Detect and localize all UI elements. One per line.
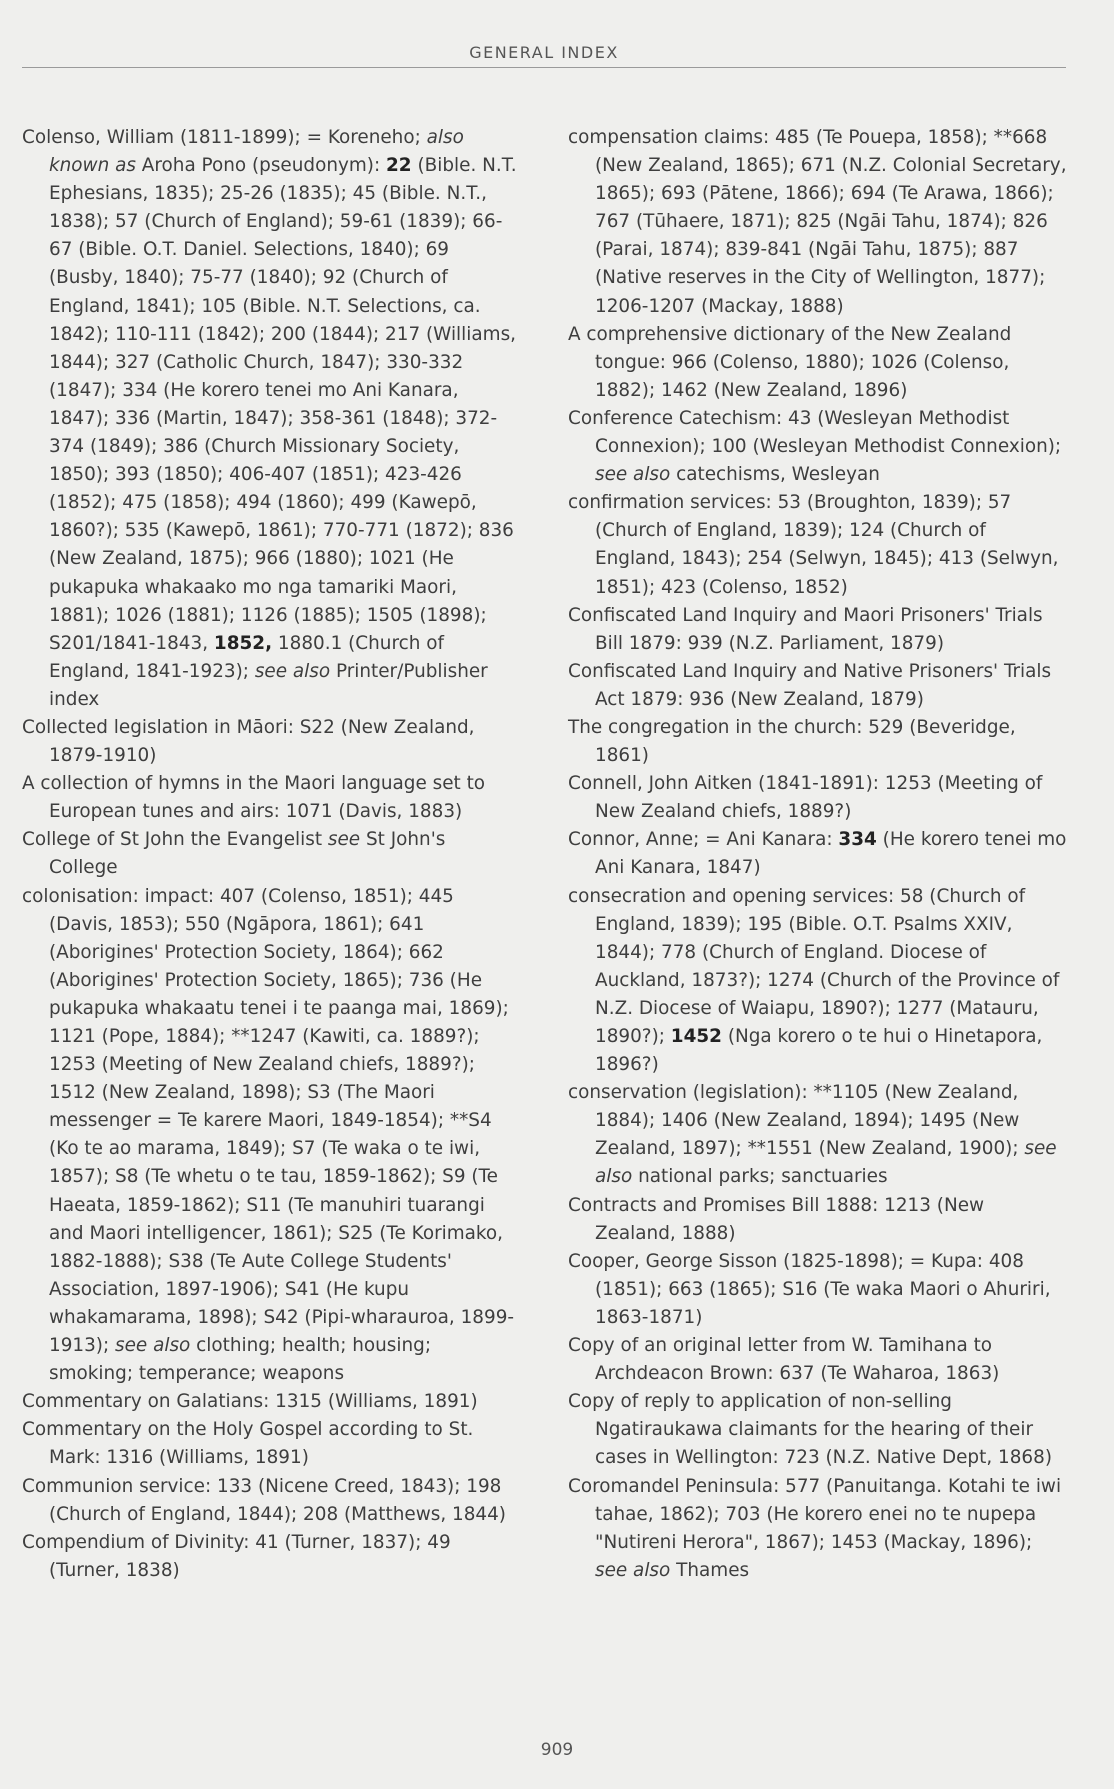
entry-text: Commentary on Galatians: 1315 (Williams, 1891) — [22, 1391, 478, 1413]
index-entry — [22, 1416, 518, 1472]
entry-text: 1880.1 (Church of England, 1841-1923); — [49, 632, 444, 682]
index-entry — [568, 124, 1070, 321]
index-entry — [568, 1248, 1070, 1332]
index-entry — [22, 714, 518, 770]
index-entry — [22, 1388, 518, 1416]
entry-text: Printer/Publisher index — [49, 660, 488, 710]
entry-text: A comprehensive dictionary of the New Zealand tongue: 966 (Colenso, 1880); 1026 (Colenso, 1882); 1462 (New Zealand, 1896) — [568, 323, 1012, 401]
entry-text: Copy of reply to application of non-selling Ngatiraukawa claimants for the hearing of their cases in Wellington: 723 (N.Z. Native Dept, 1868) — [568, 1391, 1052, 1469]
entry-bold-ref: 1852, — [213, 632, 273, 654]
entry-text: clothing; health; housing; smoking; temperance; weapons — [49, 1335, 432, 1385]
index-entry — [568, 1332, 1070, 1388]
entry-text: Collected legislation in Māori: S22 (New Zealand, 1879-1910) — [22, 716, 475, 767]
entry-text: Contracts and Promises Bill 1888: 1213 (New Zealand, 1888) — [568, 1194, 985, 1244]
entry-text: consecration and opening services: 58 (Church of England, 1839); 195 (Bible. O.T. Psalms XXIV, 1844); 778 (Church of England. Diocese of Auckland, 1873?); 1274 (Church of the Province of N.Z. Diocese of Waiapu, 1890?); 1277 (Matauru, 1890?); — [568, 885, 1060, 1047]
entry-text: Compendium of Divinity: 41 (Turner, 1837); 49 (Turner, 1838) — [22, 1531, 451, 1581]
entry-text: Confiscated Land Inquiry and Native Prisoners' Trials Act 1879: 936 (New Zealand, 1879) — [568, 660, 1052, 710]
index-entry — [22, 124, 518, 714]
entry-text: (Nga korero o te hui o Hinetapora, 1896?) — [595, 1026, 1043, 1076]
entry-italic-text: see — [327, 829, 361, 851]
page-header: GENERAL INDEX — [469, 43, 619, 62]
entry-text: catechisms, Wesleyan — [670, 464, 880, 486]
entry-text: Confiscated Land Inquiry and Maori Prisoners' Trials Bill 1879: 939 (N.Z. Parliament, 1879) — [568, 604, 1043, 654]
entry-bold-ref: 334 — [838, 829, 877, 851]
index-entry — [568, 658, 1070, 714]
index-entry — [568, 602, 1070, 658]
entry-text: Thames — [670, 1559, 750, 1581]
index-entry — [22, 1529, 518, 1585]
entry-text: national parks; sanctuaries — [632, 1166, 888, 1188]
entry-text: Communion service: 133 (Nicene Creed, 1843); 198 (Church of England, 1844); 208 (Matthews, 1844) — [22, 1475, 506, 1525]
entry-text: Copy of an original letter from W. Tamihana to Archdeacon Brown: 637 (Te Waharoa, 1863) — [568, 1335, 1000, 1385]
entry-text: Aroha Pono (pseudonym): — [135, 155, 386, 177]
index-entry — [568, 489, 1070, 601]
entry-italic-text: see also — [115, 1335, 191, 1357]
index-entry — [568, 1473, 1070, 1585]
entry-text: A collection of hymns in the Maori language set to European tunes and airs: 1071 (Davis, 1883) — [22, 773, 486, 823]
index-entry — [568, 770, 1070, 826]
index-column-right — [568, 124, 1070, 1585]
index-column-left — [22, 124, 518, 1585]
entry-italic-text: see also — [595, 1559, 671, 1581]
entry-bold-ref: 1452 — [670, 1026, 722, 1047]
index-entry — [568, 883, 1070, 1080]
entry-italic-text: see also — [595, 1138, 1057, 1188]
entry-italic-text: see also — [595, 464, 671, 486]
entry-text: St John's College — [49, 829, 446, 879]
entry-text: College of St John the Evangelist — [22, 829, 328, 851]
entry-italic-text: see also — [254, 660, 331, 682]
index-entry — [568, 1192, 1070, 1248]
entry-text: The congregation in the church: 529 (Beveridge, 1861) — [568, 716, 1016, 767]
entry-text: Colenso, William (1811-1899); = Koreneho; — [22, 127, 427, 148]
entry-italic-text: also known as — [49, 127, 464, 177]
entry-text: conservation (legislation): **1105 (New Zealand, 1884); 1406 (New Zealand, 1894); 1495 (New Zealand, 1897); **1551 (New Zealand, 1900); — [568, 1082, 1025, 1160]
entry-text: Conference Catechism: 43 (Wesleyan Methodist Connexion); 100 (Wesleyan Methodist Connexion); — [568, 407, 1062, 458]
entry-text: Coromandel Peninsula: 577 (Panuitanga. Kotahi te iwi tahae, 1862); 703 (He korero enei no te nupepa "Nutireni Herora", 1867); 1453 (Mackay, 1896); — [568, 1475, 1062, 1553]
header-divider — [22, 67, 1066, 68]
entry-text: confirmation services: 53 (Broughton, 1839); 57 (Church of England, 1839); 124 (Church of England, 1843); 254 (Selwyn, 1845); 413 (Selwyn, 1851); 423 (Colenso, 1852) — [568, 492, 1059, 598]
entry-text: Cooper, George Sisson (1825-1898); = Kupa: 408 (1851); 663 (1865); S16 (Te waka Maori o Ahuriri, 1863-1871) — [568, 1250, 1051, 1328]
index-entry — [568, 714, 1070, 770]
entry-text: compensation claims: 485 (Te Pouepa, 1858); **668 (New Zealand, 1865); 671 (N.Z. Colonial Secretary, 1865); 693 (Pātene, 1866); 694 (Te Arawa, 1866); 767 (Tūhaere, 1871); 825 (Ngāi Tahu, 1874); 826 (Parai, 1874); 839-841 (Ngāi Tahu, 1875); 887 (Native reserves in the City of Wellington, 1877); 1206-1207 (Mackay, 1888) — [568, 127, 1067, 317]
index-entry — [568, 826, 1070, 882]
index-entry — [22, 770, 518, 826]
page-number: 909 — [540, 1740, 574, 1760]
index-entry — [568, 321, 1070, 405]
entry-text: (Bible. N.T. Ephesians, 1835); 25-26 (1835); 45 (Bible. N.T., 1838); 57 (Church of England); 59-61 (1839); 66-67 (Bible. O.T. Daniel. Selections, 1840); 69 (Busby, 1840); 75-77 (1840); 92 (Church of England, 1841); 105 (Bible. N.T. Selections, ca. 1842); 110-111 (1842); 200 (1844); 217 (Williams, 1844); 327 (Catholic Church, 1847); 330-332 (1847); 334 (He korero tenei mo Ani Kanara, 1847); 336 (Martin, 1847); 358-361 (1848); 372-374 (1849); 386 (Church Missionary Society, 1850); 393 (1850); 406-407 (1851); 423-426 (1852); 475 (1858); 494 (1860); 499 (Kawepō, 1860?); 535 (Kawepō, 1861); 770-771 (1872); 836 (New Zealand, 1875); 966 (1880); 1021 (He pukapuka whakaako mo nga tamariki Maori, 1881); 1026 (1881); 1126 (1885); 1505 (1898); S201/1841-1843, — [49, 155, 517, 654]
index-entry — [22, 1473, 518, 1529]
entry-text: colonisation: impact: 407 (Colenso, 1851); 445 (Davis, 1853); 550 (Ngāpora, 1861); 641 (Aborigines' Protection Society, 1864); 662 (Aborigines' Protection Society, 1865); 736 (He pukapuka whakaatu tenei i te paanga mai, 1869); 1121 (Pope, 1884); **1247 (Kawiti, ca. 1889?); 1253 (Meeting of New Zealand chiefs, 1889?); 1512 (New Zealand, 1898); S3 (The Maori messenger = Te karere Maori, 1849-1854); **S4 (Ko te ao marama, 1849); S7 (Te waka o te iwi, 1857); S8 (Te whetu o te tau, 1859-1862); S9 (Te Haeata, 1859-1862); S11 (Te manuhiri tuarangi and Maori intelligencer, 1861); S25 (Te Korimako, 1882-1888); S38 (Te Aute College Students' Association, 1897-1906); S41 (He kupu whakamarama, 1898); S42 (Pipi-wharauroa, 1899-1913); — [22, 885, 515, 1357]
entry-text: Connor, Anne; = Ani Kanara: — [568, 829, 839, 851]
index-entry — [22, 826, 518, 882]
entry-bold-ref: 22 — [386, 155, 412, 177]
index-entry — [568, 405, 1070, 489]
index-entry — [22, 883, 518, 1389]
entry-text: Connell, John Aitken (1841-1891): 1253 (Meeting of New Zealand chiefs, 1889?) — [568, 773, 1043, 823]
index-entry — [568, 1388, 1070, 1472]
entry-text: (He korero tenei mo Ani Kanara, 1847) — [595, 829, 1067, 879]
index-entry — [568, 1079, 1070, 1191]
entry-text: Commentary on the Holy Gospel according to St. Mark: 1316 (Williams, 1891) — [22, 1419, 474, 1469]
